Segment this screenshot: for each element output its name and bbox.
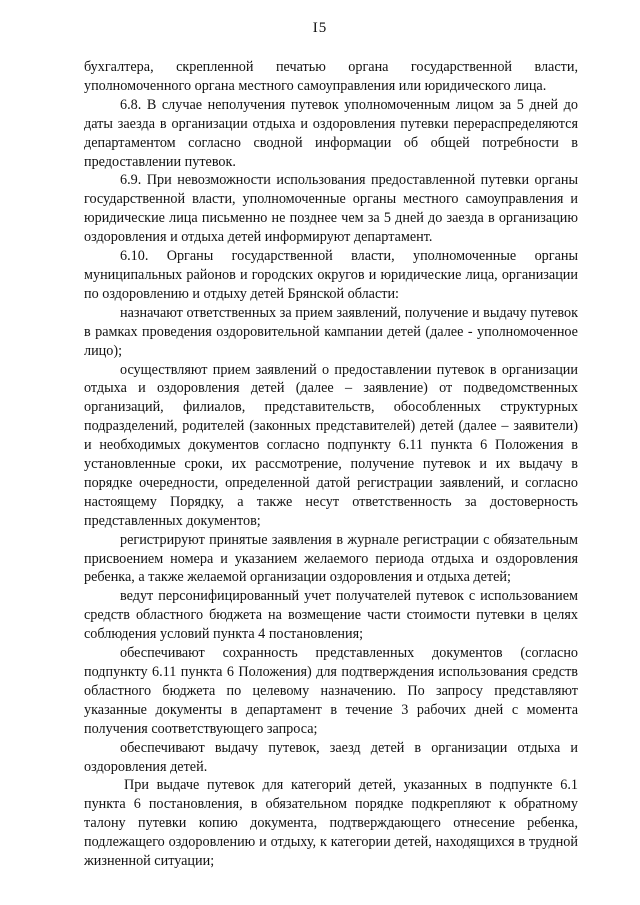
page-number: I5: [312, 20, 328, 36]
paragraph-continuation: бухгалтера, скрепленной печатью органа государственной власти, уполномоченного органа местного самоуправления или юридического лица.: [84, 59, 578, 94]
paragraph-voucher-issuance: обеспечивают выдачу путевок, заезд детей в организации отдыха и оздоровления детей.: [84, 739, 578, 775]
paragraph-6-8: 6.8. В случае неполучения путевок уполномоченным лицом за 5 дней до даты заезда в организации отдыха и оздоровления путевки перераспределяются департаментом согласно сводной информации об общей потребности в предоставлении путевок.: [84, 96, 578, 170]
paragraph-6-10: 6.10. Органы государственной власти, уполномоченные органы муниципальных районов и городских округов и юридические лица, организации по оздоровлению и отдыху детей Брянской области:: [84, 248, 578, 302]
paragraph-difficult-situation: При выдаче путевок для категорий детей, указанных в подпункте 6.1 пункта 6 постановления, в обязательном порядке подкрепляют к обратному талону путевки копию документа, подтверждающего отнесение ребенка, подлежащего оздоровлению и отдыху, к категории детей, находящихся в трудной жизненной ситуации;: [84, 777, 578, 870]
paragraph-6-9: 6.9. При невозможности использования предоставленной путевки органы государственной власти, уполномоченные органы местного самоуправления и юридические лица письменно не позднее чем за 5 дней до заезда в организацию оздоровления и отдыха детей информируют департамент.: [84, 172, 578, 246]
paragraph-accept-applications: осуществляют прием заявлений о предоставлении путевок в организации отдыха и оздоровления детей (далее – заявление) от подведомственных организаций, филиалов, представительств, обособленных структурных подразделений, родителей (законных представителей) детей (далее – заявители) и необходимых документов согласно подпункту 6.11 пункта 6 Положения в установленные сроки, их рассмотрение, получение путевок и их выдачу в порядке очередности, определенной датой регистрации заявлений, и согласно настоящему Порядку, а также несут ответственность за достоверность представленных документов;: [84, 361, 578, 529]
paragraph-document-safekeeping: обеспечивают сохранность представленных документов (согласно подпункту 6.11 пункта 6 Положения) для подтверждения использования средств областного бюджета по целевому назначению. По запросу представляют указанные документы в департамент в течение 3 рабочих дней с момента получения соответствующего запроса;: [84, 645, 578, 737]
document-body: [84, 58, 578, 871]
paragraph-personified-accounting: ведут персонифицированный учет получателей путевок с использованием средств областного бюджета на возмещение части стоимости путевки в целях соблюдения условий пункта 4 постановления;: [84, 588, 578, 643]
paragraph-register-applications: регистрируют принятые заявления в журнале регистрации с обязательным присвоением номера и указанием желаемого периода отдыха и оздоровления ребенка, а также желаемой организации оздоровления и отдыха детей;: [84, 531, 578, 586]
paragraph-responsible-persons: назначают ответственных за прием заявлений, получение и выдачу путевок в рамках проведения оздоровительной кампании детей (далее - уполномоченное лицо);: [84, 304, 578, 359]
